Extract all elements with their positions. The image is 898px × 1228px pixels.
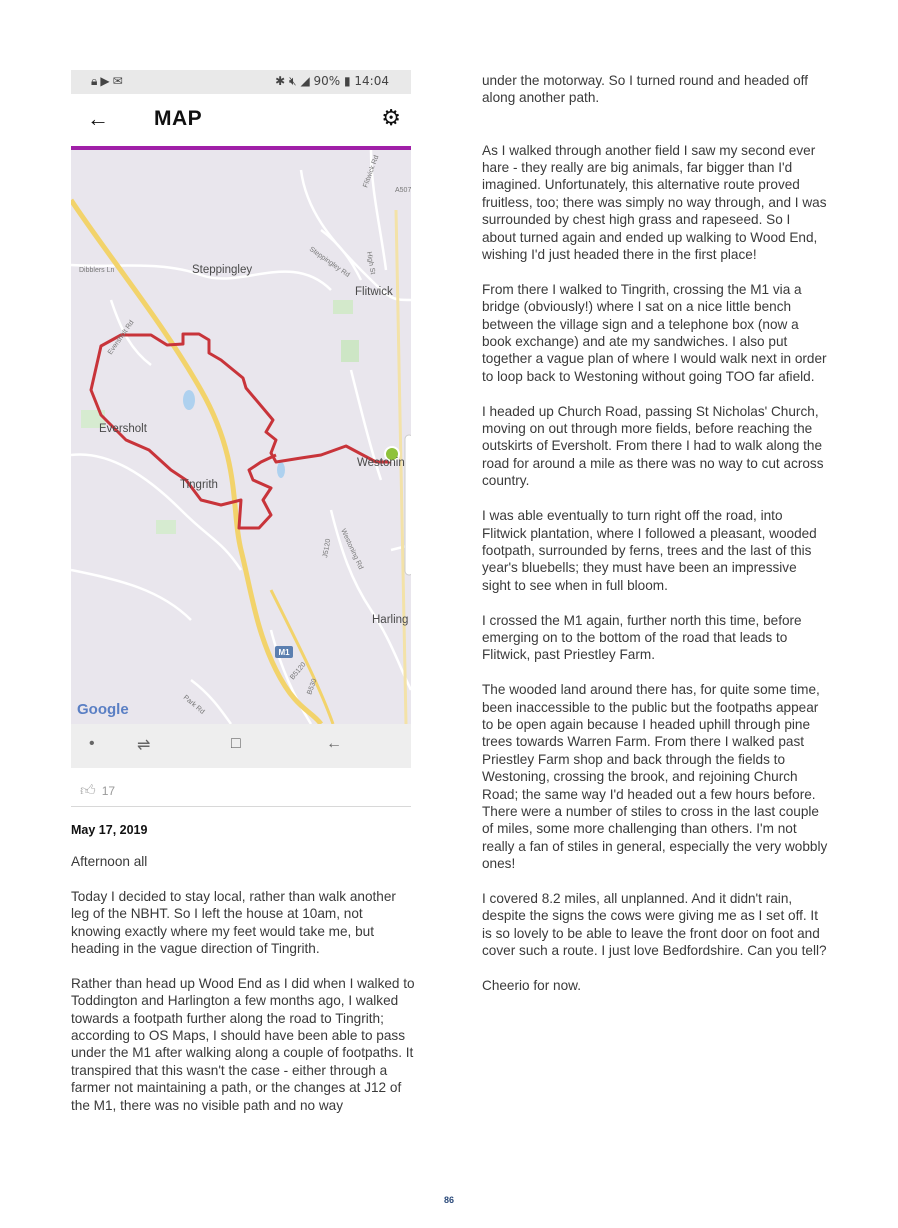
map-label-eversholt: Eversholt: [99, 423, 147, 435]
app-title: MAP: [154, 107, 203, 130]
status-right: [275, 74, 389, 89]
divider: [71, 806, 411, 807]
likes-count: 17: [101, 784, 116, 798]
green-area: [333, 300, 353, 314]
post-date: May 17, 2019: [71, 823, 148, 837]
bluetooth-icon: ✱: [275, 74, 286, 88]
map-side-handle[interactable]: [405, 435, 411, 575]
map-label-steppingley: Steppingley: [192, 264, 253, 276]
paragraph: I crossed the M1 again, further north this time, before emerging on to the bottom of the road that leads to Flitwick, past Priestley Farm.: [482, 612, 802, 663]
left-column: [71, 853, 416, 1131]
paragraph: I headed up Church Road, passing St Nicholas' Church, moving on out through more fields, before reaching the outskirts of Eversholt. From there I had to walk along the road for around a mile as there was no way to cut across country.: [482, 403, 824, 489]
wifi-icon: ◢: [300, 74, 310, 88]
road-line: [71, 454, 241, 570]
road-line: [71, 570, 191, 620]
lock-icon: 🔒︎: [91, 74, 101, 88]
android-nav-bar: [71, 724, 411, 768]
thumbs-up-icon[interactable]: 👍︎: [80, 782, 96, 799]
page-number: 86: [443, 1195, 454, 1205]
google-logo: Google: [77, 701, 129, 718]
right-column: [482, 72, 828, 1012]
map-label-flitwick-rd: Flitwick Rd: [362, 154, 381, 189]
map-label-westoning-rd: Westoning Rd: [339, 527, 365, 571]
status-left-icons: [91, 74, 126, 89]
gear-icon[interactable]: ⚙: [381, 105, 401, 130]
map-svg: [71, 150, 411, 724]
paragraph: under the motorway. So I turned round and headed off along another path.: [482, 73, 808, 106]
map-label-westoning: Westonin: [357, 457, 405, 469]
paragraph: Rather than head up Wood End as I did when I walked to Toddington and Harlington a few months ago, I walked towards a footpath further along the road to Tingrith; according to OS Maps, I should have been able to pass under the M1 after walking along a couple of footpaths. It transpired that this wasn't the case - either through a farmer not maintaining a path, or the changes at J12 of the M1, there was no visible path and no way: [71, 975, 415, 1113]
map-label-steppingley-rd: Steppingley Rd: [307, 245, 351, 279]
paragraph: I covered 8.2 miles, all unplanned. And it didn't rain, despite the signs the cows were giving me as I set off. It is so lovely to be able to leave the front door on foot and cover such a route. I just love Bedfordshire. Can you tell?: [482, 890, 827, 959]
map-label-j5120: J5120: [322, 538, 333, 559]
status-bar: [71, 70, 411, 94]
mail-icon: ✉: [112, 74, 126, 88]
map-label-dibblers: Dibblers Ln: [79, 267, 115, 274]
likes[interactable]: [80, 782, 115, 800]
nav-dot-icon[interactable]: •: [89, 735, 95, 752]
green-area: [156, 520, 176, 534]
map-label-a507: A507: [395, 187, 411, 194]
map-screenshot: [71, 70, 411, 768]
map-label-eversholt-rd: Eversholt Rd: [106, 319, 136, 357]
paragraph: The wooded land around there has, for quite some time, been inaccessible to the public but the footpaths appear to be open again because I headed uphill through pine trees towards Warren Farm. From there I walked past Priestley Farm shop and back through the fields to Westoning, crossing the brook, and rejoining Church Road; the same way I'd headed out a few hours before. There were a number of stiles to cross in the last couple of miles, some more challenging than others. I'm not really a fan of stiles in general, especially the very wobbly ones!: [482, 682, 828, 872]
paragraph: I was able eventually to turn right off the road, into Flitwick plantation, where I followed a pleasant, wooded footpath, surrounded by ferns, trees and the last of this year's bluebells; they must have been an impressive sight to see when in full bloom.: [482, 508, 817, 593]
paragraph: Afternoon all: [71, 854, 148, 869]
road-line: [111, 300, 151, 365]
battery-time: 90% ▮ 14:04: [313, 74, 389, 88]
map-label-b530: B530: [306, 677, 319, 696]
map-label-b5120: B5120: [289, 661, 308, 682]
paragraph: Cheerio for now.: [482, 978, 581, 993]
water-area: [183, 390, 195, 410]
youtube-icon: ▶: [100, 74, 113, 88]
home-square-icon[interactable]: □: [231, 735, 241, 752]
mute-icon: 🔇︎: [289, 74, 297, 88]
water-area: [277, 462, 285, 478]
paragraph: Today I decided to stay local, rather than walk another leg of the NBHT. So I left the house at 10am, not knowing exactly where my feet would take me, but heading in the vague direction of Tingrith.: [71, 888, 396, 957]
map-label-park-rd: Park Rd: [181, 694, 206, 716]
paragraph: As I walked through another field I saw my second ever hare - they really are big animals, far bigger than I'd imagined. Unfortunately, this alternative route proved fruitless, too; there was simply no way through, and I was surrounded by chest high grass and rapeseed. So I about turned again and ended up walking to Wood End, wishing I'd just headed there in the first place!: [482, 142, 827, 263]
paragraph: From there I walked to Tingrith, crossing the M1 via a bridge (obviously!) where I sat on a nice little bench between the village sign and a telephone box (now a book exchange) and ate my sandwiches. I also put together a vague plan of where I would walk next in order to loop back to Westoning without going TOO far afield.: [482, 281, 827, 384]
nav-back-icon[interactable]: ←: [326, 735, 342, 752]
back-arrow-icon[interactable]: ←: [87, 106, 109, 131]
m1-shield-label: M1: [278, 648, 290, 657]
map-view[interactable]: [71, 150, 411, 724]
map-label-flitwick: Flitwick: [355, 286, 393, 298]
map-label-high-st: High St: [365, 251, 376, 275]
green-area: [341, 340, 359, 362]
recent-apps-icon[interactable]: ⇌: [137, 737, 151, 754]
map-label-tingrith: Tingrith: [180, 479, 218, 491]
app-bar: [71, 94, 411, 146]
map-label-harlington: Harling: [372, 614, 409, 626]
